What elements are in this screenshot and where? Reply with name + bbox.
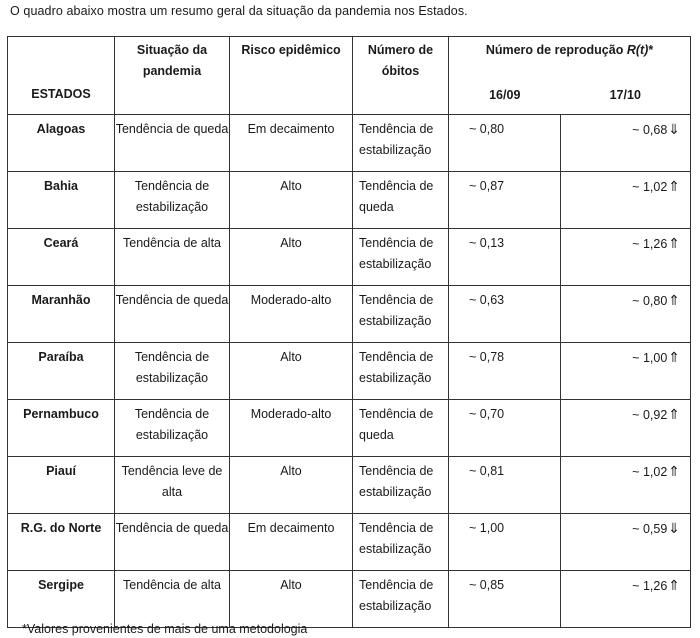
risco-cell: Alto: [230, 456, 353, 513]
rt-16-09-cell: ~ 0,81: [449, 456, 561, 513]
rt-17-10-value: ~ 1,00: [632, 350, 668, 365]
arrow-up-icon: ⇑: [668, 234, 681, 251]
arrow-up-icon: ⇑: [668, 576, 681, 593]
state-name: Pernambuco: [8, 399, 115, 456]
rt-17-10-cell: [561, 285, 691, 342]
rt-17-10-value: ~ 0,59: [632, 521, 668, 536]
rt-17-10-cell: [561, 114, 691, 171]
table-row: [8, 513, 691, 570]
obitos-cell: Tendência de estabilização: [353, 228, 449, 285]
rt-17-10-cell: [561, 570, 691, 627]
arrow-up-icon: ⇑: [668, 291, 681, 308]
risco-cell: Moderado-alto: [230, 399, 353, 456]
table-row: [8, 456, 691, 513]
risco-cell: Alto: [230, 171, 353, 228]
state-name: Ceará: [8, 228, 115, 285]
table-row: [8, 285, 691, 342]
rt-17-10-cell: [561, 399, 691, 456]
header-risco: Risco epidêmico: [230, 37, 353, 115]
header-reproducao-asterisk: *: [648, 43, 654, 57]
obitos-cell: Tendência de estabilização: [353, 513, 449, 570]
rt-17-10-cell: [561, 342, 691, 399]
state-name: R.G. do Norte: [8, 513, 115, 570]
state-name: Maranhão: [8, 285, 115, 342]
situacao-cell: Tendência de estabilização: [115, 399, 230, 456]
table-row: [8, 171, 691, 228]
rt-16-09-cell: ~ 0,78: [449, 342, 561, 399]
rt-16-09-cell: ~ 0,63: [449, 285, 561, 342]
arrow-up-icon: ⇑: [668, 462, 681, 479]
rt-17-10-cell: [561, 171, 691, 228]
rt-17-10-cell: [561, 456, 691, 513]
obitos-cell: Tendência de estabilização: [353, 285, 449, 342]
header-estados: ESTADOS: [8, 37, 115, 115]
rt-16-09-cell: ~ 0,13: [449, 228, 561, 285]
state-name: Sergipe: [8, 570, 115, 627]
rt-17-10-cell: [561, 513, 691, 570]
rt-16-09-cell: ~ 0,85: [449, 570, 561, 627]
arrow-down-icon: ⇓: [668, 120, 681, 137]
situacao-cell: Tendência de estabilização: [115, 342, 230, 399]
rt-17-10-value: ~ 1,02: [632, 464, 668, 479]
situacao-cell: Tendência de alta: [115, 570, 230, 627]
arrow-down-icon: ⇓: [668, 519, 681, 536]
obitos-cell: Tendência de estabilização: [353, 570, 449, 627]
footnote: *Valores provenientes de mais de uma metodologia: [22, 622, 308, 636]
rt-16-09-cell: ~ 0,70: [449, 399, 561, 456]
header-situacao: Situação da pandemia: [115, 37, 230, 115]
risco-cell: Alto: [230, 342, 353, 399]
situacao-cell: Tendência de queda: [115, 114, 230, 171]
header-reproducao-symbol: R(t): [626, 43, 649, 57]
header-reproducao-label: Número de reprodução: [485, 43, 627, 57]
header-date-2: 17/10: [561, 79, 691, 115]
obitos-cell: Tendência de queda: [353, 171, 449, 228]
state-name: Paraíba: [8, 342, 115, 399]
rt-17-10-value: ~ 1,02: [632, 179, 668, 194]
rt-17-10-value: ~ 0,80: [632, 293, 668, 308]
state-name: Bahia: [8, 171, 115, 228]
rt-17-10-value: ~ 1,26: [632, 236, 668, 251]
risco-cell: Alto: [230, 570, 353, 627]
pandemic-summary-table: [7, 36, 691, 628]
obitos-cell: Tendência de estabilização: [353, 456, 449, 513]
risco-cell: Em decaimento: [230, 114, 353, 171]
table-row: [8, 399, 691, 456]
risco-cell: Em decaimento: [230, 513, 353, 570]
rt-16-09-cell: ~ 1,00: [449, 513, 561, 570]
table-row: [8, 114, 691, 171]
situacao-cell: Tendência de alta: [115, 228, 230, 285]
rt-17-10-value: ~ 1,26: [632, 578, 668, 593]
arrow-up-icon: ⇑: [668, 405, 681, 422]
header-obitos: Número de óbitos: [353, 37, 449, 115]
situacao-cell: Tendência de estabilização: [115, 171, 230, 228]
state-name: Alagoas: [8, 114, 115, 171]
obitos-cell: Tendência de queda: [353, 399, 449, 456]
intro-text: O quadro abaixo mostra um resumo geral da situação da pandemia nos Estados.: [10, 4, 468, 18]
situacao-cell: Tendência de queda: [115, 285, 230, 342]
rt-17-10-cell: [561, 228, 691, 285]
table-row: [8, 570, 691, 627]
risco-cell: Alto: [230, 228, 353, 285]
header-date-1: 16/09: [449, 79, 561, 115]
rt-17-10-value: ~ 0,92: [632, 407, 668, 422]
rt-16-09-cell: ~ 0,80: [449, 114, 561, 171]
header-reproducao: [449, 37, 691, 79]
state-name: Piauí: [8, 456, 115, 513]
arrow-up-icon: ⇑: [668, 177, 681, 194]
rt-17-10-value: ~ 0,68: [632, 122, 668, 137]
table-row: [8, 342, 691, 399]
situacao-cell: Tendência de queda: [115, 513, 230, 570]
arrow-up-icon: ⇑: [668, 348, 681, 365]
obitos-cell: Tendência de estabilização: [353, 114, 449, 171]
table-row: [8, 228, 691, 285]
risco-cell: Moderado-alto: [230, 285, 353, 342]
situacao-cell: Tendência leve de alta: [115, 456, 230, 513]
rt-16-09-cell: ~ 0,87: [449, 171, 561, 228]
obitos-cell: Tendência de estabilização: [353, 342, 449, 399]
